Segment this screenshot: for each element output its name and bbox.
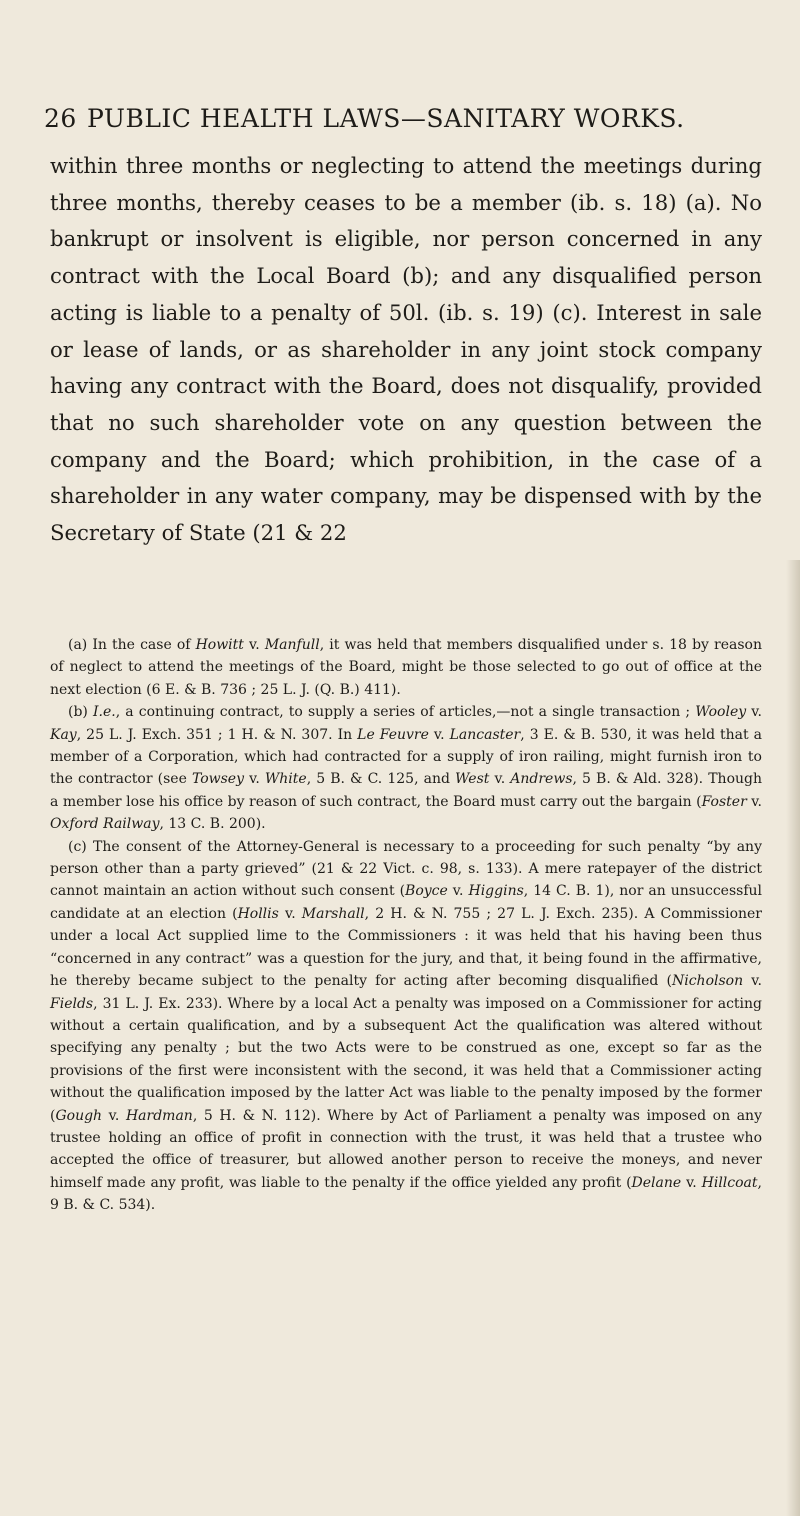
case-name: Hollis xyxy=(237,905,279,922)
footnote-text: , 5 H. & N. 112). Where by Act of Parliament a penalty was imposed on any trustee holding an office of profit in connection with the trust, it was held that a trustee who accepted the office of treasurer, but allowed another person to receive the moneys, and never himself made any profit, was liable to the penalty if the office yielded any profit ( xyxy=(50,1107,762,1191)
case-name: Fields xyxy=(50,995,94,1012)
case-name: Delane xyxy=(631,1174,682,1191)
footnote-text: v. xyxy=(743,973,762,990)
footnote-text: v. xyxy=(428,726,450,743)
footnote-b xyxy=(50,701,762,835)
case-name: Kay xyxy=(50,726,77,743)
footnote-text: v. xyxy=(489,771,511,788)
main-paragraph: within three months or neglecting to attend the meetings during three months, thereby ceases to be a member (ib. s. 18) (a). No bankrupt or insolvent is eligible, nor person concerned in any contract with the Local Board (b); and any disqualified person acting is liable to a penalty of 50l. (ib. s. 19) (c). Interest in sale or lease of lands, or as shareholder in any joint stock company having any contract with the Board, does not disqualify, provided that no such shareholder vote on any question between the company and the Board; which prohibition, in the case of a shareholder in any water company, may be dispensed with by the Secretary of State (21 & 22 xyxy=(50,153,762,546)
case-name: Gough xyxy=(55,1107,103,1124)
case-name: Marshall xyxy=(301,905,365,922)
case-name: Manfull xyxy=(264,637,320,653)
footnotes xyxy=(50,634,762,1217)
footnote-a xyxy=(50,634,762,701)
footnote-text: , a continuing contract, to supply a series of articles,—not a single transaction ; xyxy=(115,704,696,721)
footnote-text: v. xyxy=(447,883,469,900)
page-number: 26 xyxy=(44,104,77,133)
footnote-text: (c) The consent of the Attorney-General is necessary to a proceeding for such penalty “by any person other than a party grieved” (21 & 22 Vict. c. 98, s. 133). A mere ratepayer of the district cannot maintain an action without such consent ( xyxy=(50,838,762,900)
footnote-text: , 31 L. J. Ex. 233). Where by a local Act a penalty was imposed on a Commissioner for acting without a certain qualification, and by a subsequent Act the qualification was altered without specifying any penalty ; but the two Acts were to be construed as one, except so far as the provisions of the first were inconsistent with the second, it was held that a Commissioner acting without the qualification imposed by the latter Act was liable to the penalty imposed by the former ( xyxy=(50,995,762,1124)
footnote-text: (b) xyxy=(68,704,94,721)
case-name: Le Feuvre xyxy=(357,726,429,743)
footnote-text: , 5 B. & C. 125, and xyxy=(306,771,456,788)
footnote-text: , 2 H. & N. 755 ; 27 L. J. Exch. 235). A Commissioner under a local Act supplied lime to the Commissioners : it was held that his having been thus “concerned in any contract” was a question for the jury, and that, it being found in the affirmative, he thereby became subject to the penalty for acting after becoming disqualified ( xyxy=(50,905,763,990)
footnote-text: , 5 B. & Ald. 328). Though a member lose his office by reason of such contract, the Board must carry out the bargain ( xyxy=(50,771,763,810)
case-name: West xyxy=(455,771,490,788)
footnote-text: , it was held that members disqualified under s. 18 by reason of neglect to attend the meetings of the Board, might be those selected to go out of office at the next election (6 E. & B. 736 ; 25 L. J. (Q. B.) 411). xyxy=(50,637,763,698)
running-title: PUBLIC HEALTH LAWS—SANITARY WORKS. xyxy=(87,104,685,133)
case-name: Foster xyxy=(701,793,747,810)
footnote-text: , 3 E. & B. 530, it was held that a member of a Corporation, which had contracted for a supply of iron railing, might furnish iron to the contractor (see xyxy=(50,726,762,788)
footnote-text: , 25 L. J. Exch. 351 ; 1 H. & N. 307. In xyxy=(76,726,358,743)
footnote-text: , 13 C. B. 200). xyxy=(159,816,266,833)
footnote-text: v. xyxy=(746,793,762,810)
case-name: Oxford Railway xyxy=(50,816,160,833)
case-name: Howitt xyxy=(195,637,244,653)
footnote-text: v. xyxy=(244,771,265,788)
footnote-text: (a) In the case of xyxy=(68,637,196,653)
footnote-c xyxy=(50,836,762,1217)
footnote-text: v. xyxy=(278,905,302,922)
case-name: Wooley xyxy=(695,704,747,721)
footnote-text: v. xyxy=(243,637,265,653)
case-name: Andrews xyxy=(510,771,573,788)
case-name: Higgins xyxy=(468,883,524,900)
footnote-text: v. xyxy=(102,1107,126,1124)
case-name: I.e. xyxy=(93,704,116,721)
case-name: Lancaster xyxy=(449,726,521,743)
case-name: White xyxy=(264,771,307,788)
case-name: Hillcoat xyxy=(701,1174,758,1191)
case-name: Boyce xyxy=(405,883,448,900)
footnote-text: , 14 C. B. 1), nor an unsuccessful candidate at an election ( xyxy=(50,883,763,922)
case-name: Nicholson xyxy=(671,973,744,990)
footnote-text: v. xyxy=(681,1174,702,1191)
case-name: Hardman xyxy=(125,1107,193,1124)
case-name: Towsey xyxy=(191,771,244,788)
footnote-text: , 9 B. & C. 534). xyxy=(50,1174,762,1214)
running-header xyxy=(44,104,744,133)
page-edge-shadow xyxy=(786,560,800,1516)
footnote-text: v. xyxy=(746,704,762,721)
